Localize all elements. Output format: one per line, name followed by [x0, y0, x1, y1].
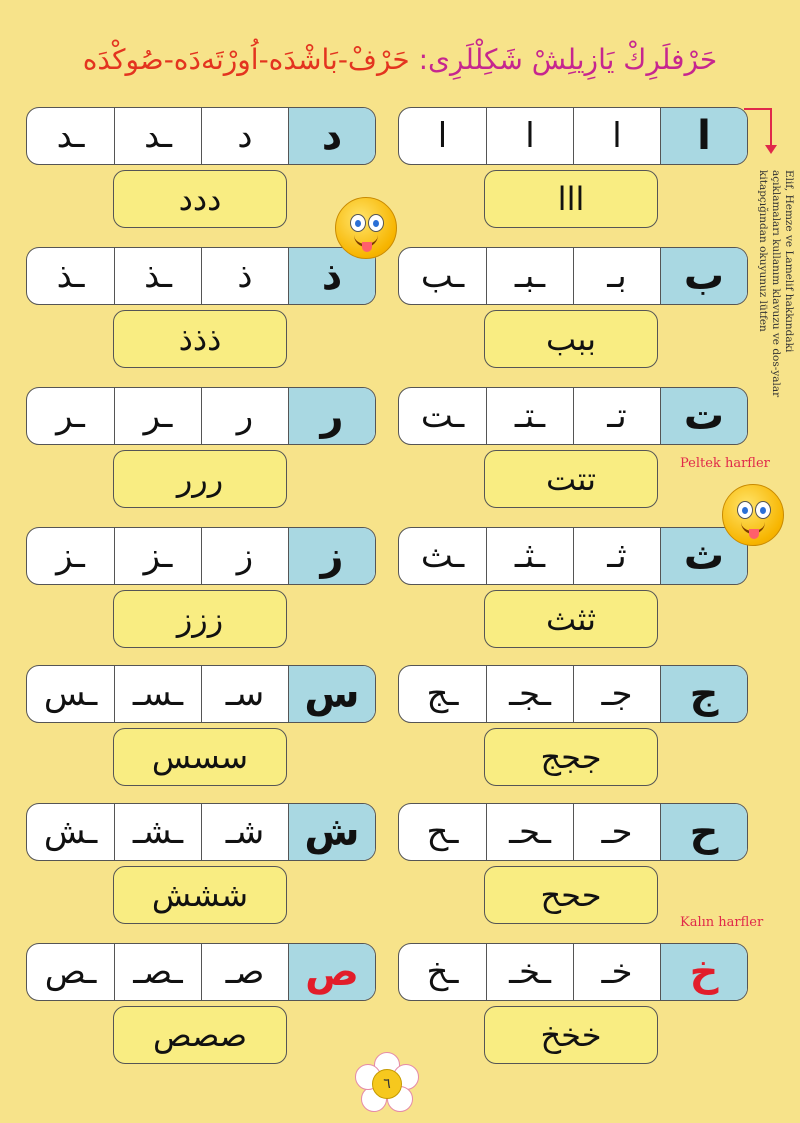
letter-row-zay [26, 527, 376, 585]
letter-combo-alif: ااا [484, 170, 658, 228]
letter-main: ث [660, 528, 747, 584]
letter-form-medial: ـشـ [114, 804, 201, 860]
letter-form-initial: ر [201, 388, 288, 444]
letter-row-dhal [26, 247, 376, 305]
letter-form-medial: ـر [114, 388, 201, 444]
letter-combo-shin: ششش [113, 866, 287, 924]
letter-form-initial: د [201, 108, 288, 164]
letter-row-ha [398, 803, 748, 861]
letter-combo-sin: سسس [113, 728, 287, 786]
letter-form-final: ـج [426, 674, 459, 714]
letter-form-final: ـر [56, 396, 85, 436]
letter-combo-ha: ححح [484, 866, 658, 924]
title-sub: حَرْفْ-بَاشْدَه-اُورْتَه‌دَه-صُوكْدَه [82, 43, 410, 76]
smiley-face-icon [335, 197, 397, 259]
page-title [0, 30, 800, 90]
letter-combo-sad: صصص [113, 1006, 287, 1064]
letter-form-medial: ـصـ [114, 944, 201, 1000]
letter-main: ا [660, 108, 747, 164]
letter-main: س [288, 666, 375, 722]
letter-form-initial: ز [201, 528, 288, 584]
letter-main: ر [288, 388, 375, 444]
letter-form-initial: جـ [573, 666, 660, 722]
side-note: Elif, Hemze ve Lamelif hakkındaki açıklamaları kullanım klavuzu ve dos-yalar kitapçığından okuyunuz lütfen [757, 170, 795, 398]
letter-main: ب [660, 248, 747, 304]
letter-combo-dhal: ذذذ [113, 310, 287, 368]
letter-form-medial: ـثـ [486, 528, 573, 584]
letter-form-medial: ـتـ [486, 388, 573, 444]
page-number: ٦ [372, 1069, 402, 1099]
letter-form-final: ـذ [56, 256, 85, 296]
letter-row-tha [398, 527, 748, 585]
letter-row-alif [398, 107, 748, 165]
letter-row-dal [26, 107, 376, 165]
flower-icon [355, 1052, 417, 1114]
letter-form-final: ـد [56, 116, 85, 156]
letter-form-final: ـص [44, 952, 97, 992]
letter-combo-ra: ررر [113, 450, 287, 508]
letter-form-initial: صـ [201, 944, 288, 1000]
letter-form-medial: ا [486, 108, 573, 164]
smiley-face-icon [722, 484, 784, 546]
letter-form-initial: خـ [573, 944, 660, 1000]
arrow-line [744, 108, 772, 110]
letter-row-ta [398, 387, 748, 445]
letter-main: ت [660, 388, 747, 444]
letter-main: ذ [288, 248, 375, 304]
letter-row-ba [398, 247, 748, 305]
letter-combo-ta: تتت [484, 450, 658, 508]
letter-row-kha [398, 943, 748, 1001]
letter-main: خ [660, 944, 747, 1000]
letter-form-initial: ا [573, 108, 660, 164]
letter-form-final: ـب [420, 256, 465, 296]
letter-form-initial: بـ [573, 248, 660, 304]
letter-form-final: ـخ [426, 952, 459, 992]
letter-row-sin [26, 665, 376, 723]
letter-form-initial: ذ [201, 248, 288, 304]
letter-combo-zay: ززز [113, 590, 287, 648]
letter-combo-ba: ببب [484, 310, 658, 368]
letter-combo-kha: خخخ [484, 1006, 658, 1064]
letter-combo-jim: ججج [484, 728, 658, 786]
letter-form-medial: ـز [114, 528, 201, 584]
letter-form-initial: تـ [573, 388, 660, 444]
title-main: حَرْفلَرِكْ يَازِيلِشْ شَكِلْلَرِى: [418, 43, 718, 76]
letter-main: ج [660, 666, 747, 722]
letter-row-jim [398, 665, 748, 723]
letter-main: ح [660, 804, 747, 860]
arrow-line-vertical [770, 108, 772, 146]
letter-main: ص [288, 944, 375, 1000]
letter-form-initial: سـ [201, 666, 288, 722]
letter-form-medial: ـجـ [486, 666, 573, 722]
tag-peltek: Peltek harfler [680, 456, 770, 471]
letter-main: ز [288, 528, 375, 584]
letter-form-final: ا [437, 116, 448, 156]
letter-form-medial: ـحـ [486, 804, 573, 860]
letter-form-final: ـث [420, 536, 465, 576]
tag-kalin: Kalın harfler [680, 915, 764, 930]
letter-form-initial: شـ [201, 804, 288, 860]
letter-form-final: ـس [43, 674, 98, 714]
letter-form-medial: ـبـ [486, 248, 573, 304]
arrow-down-icon [765, 145, 777, 154]
letter-row-ra [26, 387, 376, 445]
letter-form-initial: حـ [573, 804, 660, 860]
letter-form-initial: ثـ [573, 528, 660, 584]
letter-row-sad [26, 943, 376, 1001]
letter-form-medial: ـد [114, 108, 201, 164]
letter-form-final: ـش [43, 812, 98, 852]
letter-row-shin [26, 803, 376, 861]
letter-form-medial: ـخـ [486, 944, 573, 1000]
letter-form-final: ـت [420, 396, 465, 436]
letter-main: ش [288, 804, 375, 860]
letter-combo-tha: ثثث [484, 590, 658, 648]
letter-combo-dal: ددد [113, 170, 287, 228]
letter-form-medial: ـسـ [114, 666, 201, 722]
letter-form-medial: ـذ [114, 248, 201, 304]
letter-main: د [288, 108, 375, 164]
letter-form-final: ـز [56, 536, 85, 576]
letter-form-final: ـح [426, 812, 459, 852]
